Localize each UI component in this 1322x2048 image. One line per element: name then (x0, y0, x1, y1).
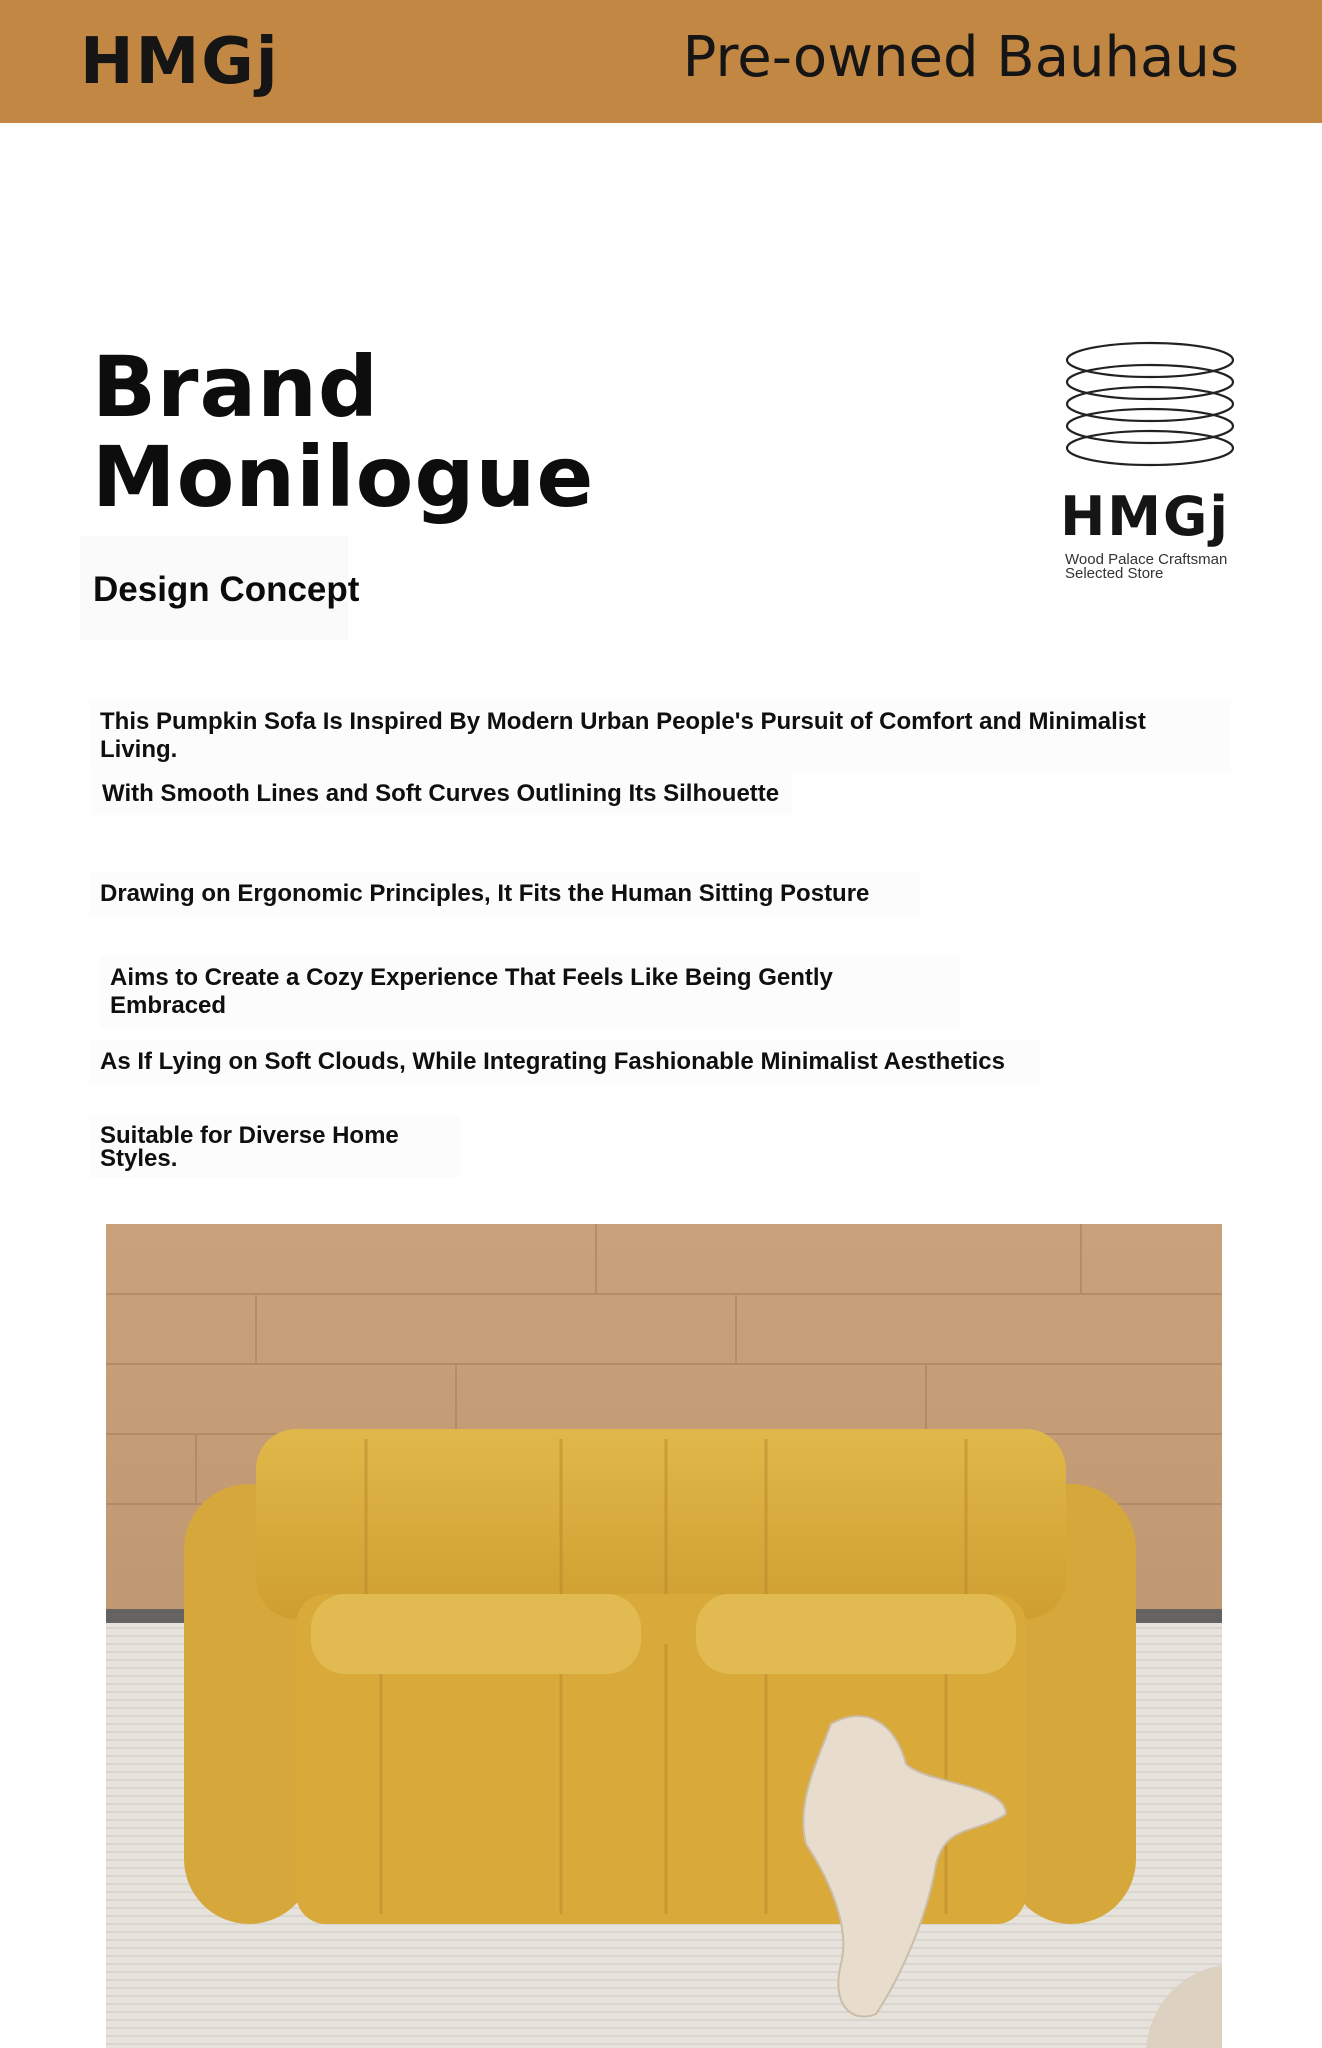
emblem-tagline (1065, 553, 1265, 581)
brand-title (92, 338, 595, 526)
concept-line: This Pumpkin Sofa Is Inspired By Modern Urban People's Pursuit of Comfort and Minimalist Living. (90, 700, 1230, 772)
brand-title-line1: Brand (92, 338, 380, 436)
emblem-logo: HMGj (1060, 485, 1230, 548)
concept-heading: Design Concept (93, 570, 360, 609)
concept-line: With Smooth Lines and Soft Curves Outlining Its Silhouette (92, 772, 792, 815)
brand-title-line2: Monilogue (92, 428, 595, 526)
sofa-illustration (106, 1224, 1222, 2048)
brand-emblem (1045, 340, 1245, 590)
concept-line: Aims to Create a Cozy Experience That Feels Like Being Gently Embraced (100, 956, 960, 1028)
header-title: Pre-owned Bauhaus (682, 25, 1239, 90)
header-logo: HMGj (80, 25, 280, 99)
concept-line: Suitable for Diverse Home Styles. (90, 1116, 460, 1178)
concept-line: As If Lying on Soft Clouds, While Integrating Fashionable Minimalist Aesthetics (90, 1040, 1040, 1084)
header-banner (0, 0, 1322, 123)
concept-line: Drawing on Ergonomic Principles, It Fits the Human Sitting Posture (90, 872, 920, 916)
product-photo (106, 1224, 1222, 2048)
rings-icon (1063, 340, 1238, 490)
emblem-tagline-line1: Wood Palace Craftsman (1065, 551, 1228, 568)
emblem-tagline-line2: Selected Store (1065, 565, 1164, 582)
